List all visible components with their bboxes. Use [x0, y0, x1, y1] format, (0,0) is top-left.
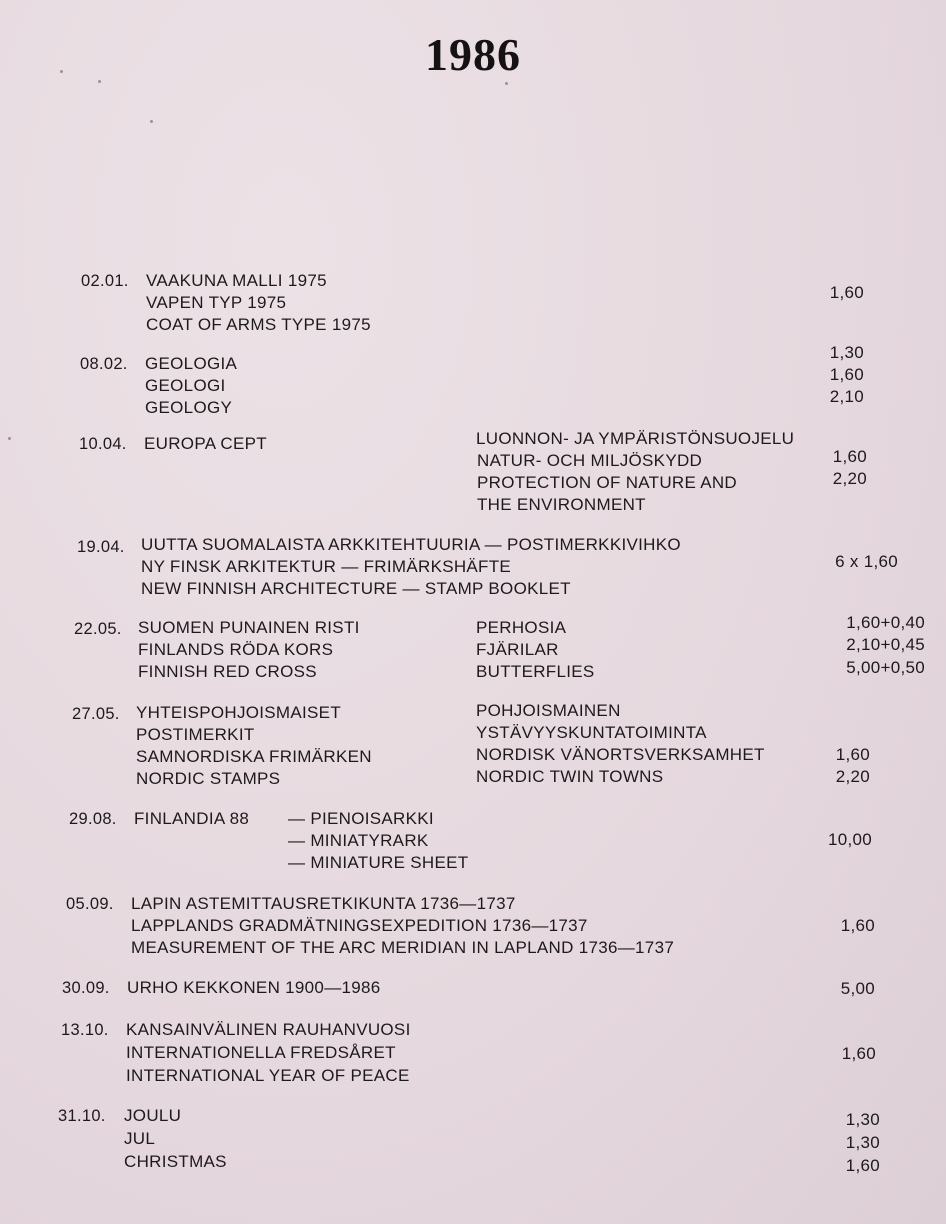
- entry-line: NEW FINNISH ARCHITECTURE — STAMP BOOKLET: [141, 579, 571, 598]
- entry-line: SAMNORDISKA FRIMÄRKEN: [136, 747, 372, 766]
- paper-speck: [98, 80, 101, 83]
- entry-subline: NORDIC TWIN TOWNS: [476, 767, 664, 786]
- entry-subline: FJÄRILAR: [476, 640, 559, 659]
- entry-line: NORDIC STAMPS: [136, 769, 281, 788]
- entry-line: COAT OF ARMS TYPE 1975: [146, 315, 371, 334]
- paper-speck: [150, 120, 153, 123]
- entry-line: EUROPA CEPT: [144, 434, 267, 453]
- entry-line: FINLANDS RÖDA KORS: [138, 640, 334, 659]
- entry-date: 10.04.: [79, 435, 127, 453]
- entry-price: 5,00+0,50: [846, 658, 925, 677]
- paper-speck: [60, 70, 63, 73]
- entry-line: LAPPLANDS GRADMÄTNINGSEXPEDITION 1736—1737: [131, 916, 588, 935]
- entry-line: URHO KEKKONEN 1900—1986: [127, 978, 381, 997]
- entry-date: 05.09.: [66, 895, 114, 913]
- entry-line: INTERNATIONELLA FREDSÅRET: [126, 1043, 396, 1062]
- entry-subline: BUTTERFLIES: [476, 662, 595, 681]
- paper-speck: [8, 437, 11, 440]
- entry-subline: THE ENVIRONMENT: [477, 495, 646, 514]
- entry-line: YHTEISPOHJOISMAISET: [136, 703, 342, 722]
- entry-line: LAPIN ASTEMITTAUSRETKIKUNTA 1736—1737: [131, 894, 516, 913]
- entry-price: 2,20: [832, 469, 867, 488]
- entry-line: SUOMEN PUNAINEN RISTI: [138, 618, 360, 637]
- entry-date: 31.10.: [58, 1107, 106, 1125]
- entry-line: VAPEN TYP 1975: [146, 293, 287, 312]
- entry-subline: — PIENOISARKKI: [288, 809, 434, 828]
- entry-price: 10,00: [827, 830, 872, 849]
- entry-subline: NORDISK VÄNORTSVERKSAMHET: [476, 745, 765, 764]
- entry-price: 1,30: [829, 343, 864, 362]
- entry-price: 1,60: [835, 745, 870, 764]
- entry-price: 1,60: [829, 365, 864, 384]
- entry-subline: — MINIATURE SHEET: [288, 853, 469, 872]
- entry-line: UUTTA SUOMALAISTA ARKKITEHTUURIA — POSTIMERKKIVIHKO: [141, 535, 681, 554]
- entry-line: POSTIMERKIT: [136, 725, 255, 744]
- entry-price: 5,00: [840, 979, 875, 998]
- entry-price: 1,30: [845, 1110, 880, 1129]
- entry-line: GEOLOGY: [145, 398, 233, 417]
- entry-date: 29.08.: [69, 810, 117, 828]
- entry-line: INTERNATIONAL YEAR OF PEACE: [126, 1066, 410, 1085]
- entry-date: 08.02.: [80, 355, 128, 373]
- entry-line: JUL: [124, 1129, 156, 1148]
- entry-price: 2,10: [829, 387, 864, 406]
- entry-line: FINLANDIA 88: [134, 809, 250, 828]
- entry-subline: POHJOISMAINEN: [476, 701, 621, 720]
- entry-line: GEOLOGIA: [145, 354, 238, 373]
- entry-line: JOULU: [124, 1106, 182, 1125]
- entry-price: 1,60: [829, 283, 864, 302]
- entry-line: KANSAINVÄLINEN RAUHANVUOSI: [126, 1020, 411, 1039]
- paper-speck: [505, 82, 508, 85]
- entry-date: 27.05.: [72, 705, 120, 723]
- entry-price: 6 x 1,60: [835, 552, 898, 571]
- entry-subline: PROTECTION OF NATURE AND: [477, 473, 738, 492]
- entry-date: 02.01.: [81, 272, 129, 290]
- entry-line: FINNISH RED CROSS: [138, 662, 317, 681]
- entry-line: NY FINSK ARKITEKTUR — FRIMÄRKSHÄFTE: [141, 557, 512, 576]
- entry-line: VAAKUNA MALLI 1975: [146, 271, 327, 290]
- entry-price: 1,60: [840, 916, 875, 935]
- entry-price: 1,60: [832, 447, 867, 466]
- entry-line: CHRISTMAS: [124, 1152, 227, 1171]
- entry-date: 19.04.: [77, 538, 125, 556]
- entry-price: 1,30: [845, 1133, 880, 1152]
- entry-line: GEOLOGI: [145, 376, 226, 395]
- entry-price: 1,60: [841, 1044, 876, 1063]
- entry-subline: YSTÄVYYSKUNTATOIMINTA: [476, 723, 707, 742]
- entry-subline: PERHOSIA: [476, 618, 567, 637]
- entry-subline: LUONNON- JA YMPÄRISTÖNSUOJELU: [476, 429, 795, 448]
- entry-subline: NATUR- OCH MILJÖSKYDD: [477, 451, 703, 470]
- entry-date: 30.09.: [62, 979, 110, 997]
- entry-subline: — MINIATYRARK: [288, 831, 429, 850]
- entry-price: 1,60: [845, 1156, 880, 1175]
- entry-price: 1,60+0,40: [846, 613, 925, 632]
- entry-price: 2,10+0,45: [846, 635, 925, 654]
- page-title: 1986: [425, 29, 521, 80]
- entry-date: 22.05.: [74, 620, 122, 638]
- entry-date: 13.10.: [61, 1021, 109, 1039]
- entry-line: MEASUREMENT OF THE ARC MERIDIAN IN LAPLAND 1736—1737: [131, 938, 675, 957]
- entry-price: 2,20: [835, 767, 870, 786]
